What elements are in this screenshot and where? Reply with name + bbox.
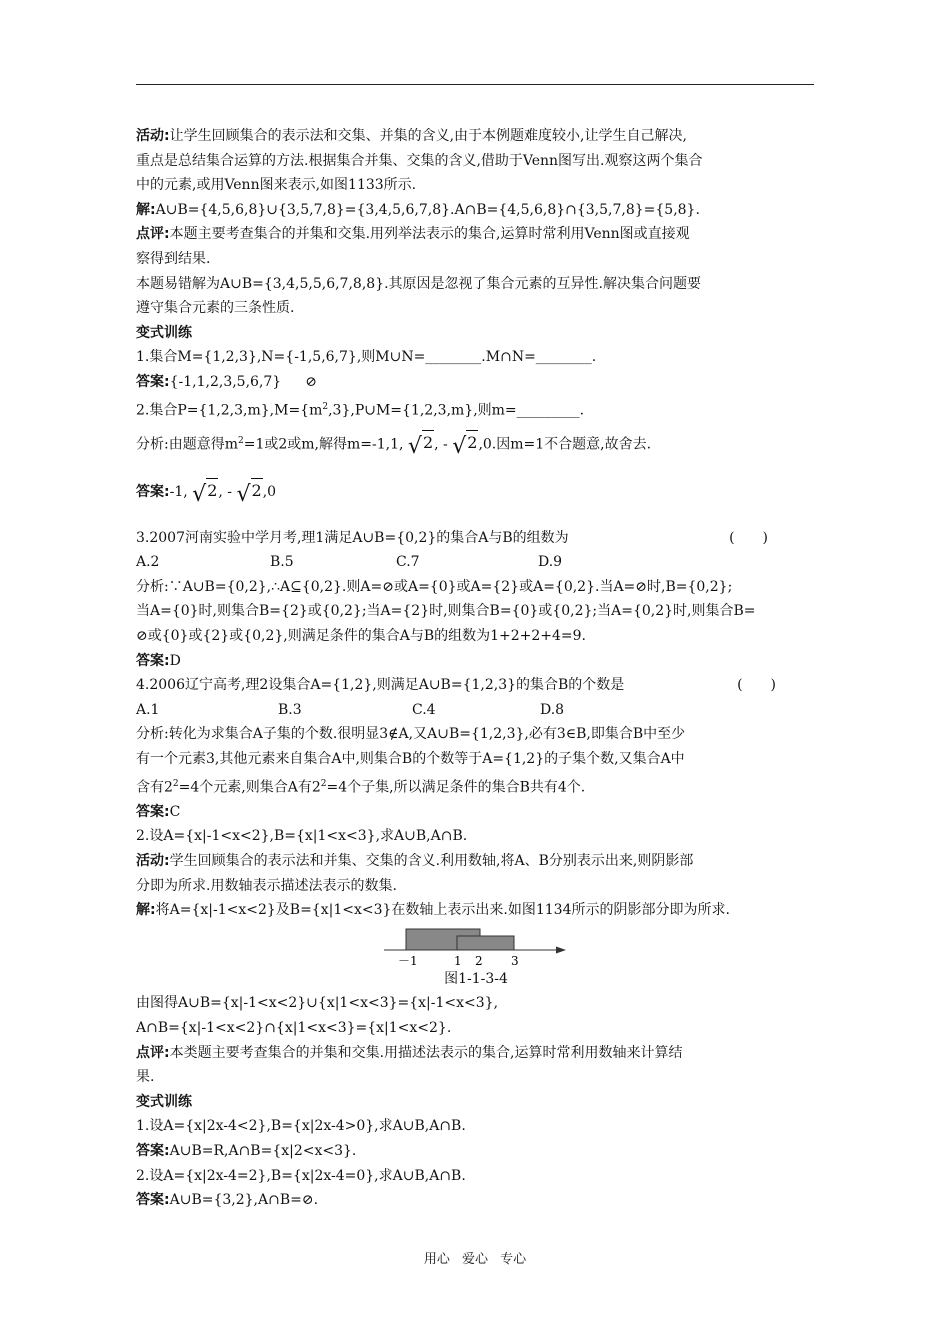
label-answer: 答案: [136, 1192, 170, 1209]
answer-text: -1, [169, 484, 188, 501]
label-answer: 答案: [136, 803, 170, 820]
option-d: D.8 [540, 701, 565, 718]
sqrt-icon: √ [407, 434, 422, 460]
text-line: 遵守集合元素的三条性质. [136, 300, 295, 317]
number-line-figure [136, 927, 816, 967]
sqrt-radicand: 2 [206, 478, 218, 504]
answer-text: C [169, 803, 181, 820]
sqrt-icon: √ [192, 482, 207, 508]
paragraph-question [136, 395, 816, 423]
axis-tick-label: 3 [511, 953, 519, 967]
sqrt-icon: √ [236, 482, 251, 508]
text-line: 让学生回顾集合的表示法和交集、并集的含义,由于本例题难度较小,让学生自己解决, [169, 128, 687, 144]
text-line: , [218, 484, 223, 501]
text-line: 果. [136, 1069, 155, 1086]
option-b: B.5 [270, 554, 294, 571]
option-c: C.4 [412, 701, 436, 718]
axis-tick-label: 2 [475, 953, 483, 967]
text-line: 分析:∵A∪B={0,2},∴A⊆{0,2}.则A=⊘或A={0}或A={2}或A={0,2}.当A=⊘时,B={0,2}; [136, 578, 733, 595]
sqrt-radicand: 2 [251, 478, 263, 504]
text-line: 分析:转化为求集合A子集的个数.很明显3∉A,又A∪B={1,2,3},必有3∈B,即集合B中至少 [136, 726, 686, 743]
answer-text: A∪B=R,A∩B={x|2<x<3}. [169, 1142, 357, 1159]
axis-arrow-icon [556, 946, 566, 953]
answer-text: A∪B={3,2},A∩B=⊘. [169, 1192, 319, 1209]
text-line: 本题主要考查集合的并集和交集.用列举法表示的集合,运算时常利用Venn图或直接观 [169, 226, 690, 243]
text-line: 1.设A={x|2x-4<2},B={x|2x-4>0},求A∪B,A∩B. [136, 1118, 466, 1135]
label-activity: 活动: [136, 853, 170, 869]
heading-variant-training: 变式训练 [136, 324, 192, 341]
axis-tick-label: 1 [454, 953, 462, 967]
superscript: 2 [320, 778, 327, 789]
text-line: 学生回顾集合的表示法和并集、交集的含义.利用数轴,将A、B分别表示出来,则阴影部 [169, 853, 694, 869]
text-line: 2.设A={x|2x-4=2},B={x|2x-4=0},求A∪B,A∩B. [136, 1167, 466, 1184]
option-d: D.9 [538, 554, 563, 571]
label-answer: 答案: [136, 373, 170, 390]
option-a: A.1 [136, 701, 160, 718]
minus-sign: - [227, 484, 233, 501]
label-answer: 答案: [136, 652, 170, 669]
superscript: 2 [172, 778, 179, 789]
figure-caption: 图1-1-3-4 [444, 970, 508, 987]
text-line: 含有2 [136, 779, 173, 796]
option-b: B.3 [278, 701, 302, 718]
paragraph-comment [136, 222, 816, 247]
options-row [136, 550, 816, 575]
sqrt-radicand: 2 [422, 430, 434, 456]
option-a: A.2 [136, 554, 160, 571]
text-line: , [434, 436, 439, 453]
text-line: 将A={x|-1<x<2}及B={x|1<x<3}在数轴上表示出来.如图1134所示的阴影部分即为所求. [155, 902, 730, 919]
label-answer: 答案: [136, 1142, 170, 1159]
empty-set-symbol: ⊘ [305, 373, 317, 390]
paragraph-answer [136, 800, 816, 825]
text-line: 中的元素,或用Venn图来表示,如图1133所示. [136, 177, 417, 194]
text-line: 分即为所求.用数轴表示描述法表示的数集. [136, 877, 397, 894]
text-line: 分析:由题意得m [136, 436, 238, 453]
text-line: 本类题主要考查集合的并集和交集.用描述法表示的集合,运算时常利用数轴来计算结 [169, 1044, 683, 1061]
text-line: A∩B={x|-1<x<2}∩{x|1<x<3}={x|1<x<2}. [136, 1019, 452, 1036]
text-line: A∪B={4,5,6,8}∪{3,5,7,8}={3,4,5,6,7,8}.A∩B={4,5,6,8}∩{3,5,7,8}={5,8}. [155, 201, 700, 218]
superscript: 2 [238, 435, 244, 446]
text-line: =1或2或m,解得m=-1,1, [243, 436, 404, 453]
paragraph-answer [136, 1188, 816, 1213]
answer-text: D [169, 652, 181, 669]
text-line: ⊘或{0}或{2}或{0,2},则满足条件的集合A与B的组数为1+2+2+4=9. [136, 628, 587, 644]
paragraph-answer [136, 649, 816, 674]
options-row [136, 698, 816, 723]
sqrt-radicand: 2 [466, 430, 478, 456]
label-solution: 解: [136, 201, 156, 218]
text-line: ,0 [262, 484, 277, 501]
text-line: =4个子集,所以满足条件的集合B共有4个. [326, 779, 586, 796]
heading-variant-training: 变式训练 [136, 1093, 192, 1110]
answer-paren: ( ) [737, 677, 776, 694]
text-line: 有一个元素3,其他元素来自集合A中,则集合B的个数等于A={1,2}的子集个数,又集合A中 [136, 750, 685, 767]
paragraph-activity [136, 849, 816, 874]
page-footer: 用心 爱心 专心 [423, 1252, 527, 1267]
text-line: 2.设A={x|-1<x<2},B={x|1<x<3},求A∪B,A∩B. [136, 828, 468, 845]
paragraph-solution [136, 198, 816, 223]
text-line: 1.集合M={1,2,3},N={-1,5,6,7},则M∪N=________.M∩N=________. [136, 349, 597, 366]
paragraph-answer [136, 370, 816, 395]
text-line: ,0.因m=1不合题意,故舍去. [478, 436, 652, 453]
superscript: 2 [322, 401, 329, 412]
paragraph-comment [136, 1041, 816, 1066]
text-line: 本题易错解为A∪B={3,4,5,5,6,7,8,8}.其原因是忽视了集合元素的互异性.解决集合问题要 [136, 275, 701, 292]
label-comment: 点评: [136, 1044, 170, 1061]
sqrt-icon: √ [452, 434, 467, 460]
paragraph-question [136, 526, 768, 551]
text-line: 重点是总结集合运算的方法.根据集合并集、交集的含义,借助于Venn图写出.观察这两个集合 [136, 152, 703, 169]
paragraph-analysis [136, 429, 816, 460]
header-rule [136, 84, 814, 85]
text-line: 由图得A∪B={x|-1<x<2}∪{x|1<x<3}={x|-1<x<3}, [136, 995, 499, 1012]
label-answer: 答案: [136, 484, 170, 501]
text-line: ,3},P∪M={1,2,3,m},则m=_________. [328, 402, 585, 419]
answer-paren: ( ) [729, 529, 768, 546]
paragraph-answer [136, 478, 816, 508]
text-line: 2.集合P={1,2,3,m},M={m [136, 402, 323, 419]
paragraph-activity [136, 124, 816, 149]
option-c: C.7 [396, 554, 420, 571]
text-line: 4.2006辽宁高考,理2设集合A={1,2},则满足A∪B={1,2,3}的集合B的个数是 [136, 677, 625, 694]
paragraph-solution [136, 898, 816, 923]
text-line: 察得到结果. [136, 250, 211, 267]
answer-text: {-1,1,2,3,5,6,7} [169, 373, 282, 390]
minus-sign: - [443, 436, 448, 453]
paragraph-answer [136, 1139, 816, 1164]
paragraph-analysis [136, 772, 816, 800]
text-line: 3.2007河南实验中学月考,理1满足A∪B={0,2}的集合A与B的组数为 [136, 529, 569, 546]
text-line: 当A={0}时,则集合B={2}或{0,2};当A={2}时,则集合B={0}或{0,2};当A={0,2}时,则集合B= [136, 603, 756, 620]
number-line-svg [136, 927, 816, 967]
paragraph-question [136, 673, 776, 698]
label-activity: 活动: [136, 128, 170, 144]
document-body [136, 124, 816, 1213]
shaded-interval-b [457, 936, 514, 950]
text-line: =4个元素,则集合A有2 [178, 779, 321, 796]
axis-tick-label: －1 [398, 953, 418, 967]
label-comment: 点评: [136, 226, 170, 243]
label-solution: 解: [136, 902, 156, 919]
